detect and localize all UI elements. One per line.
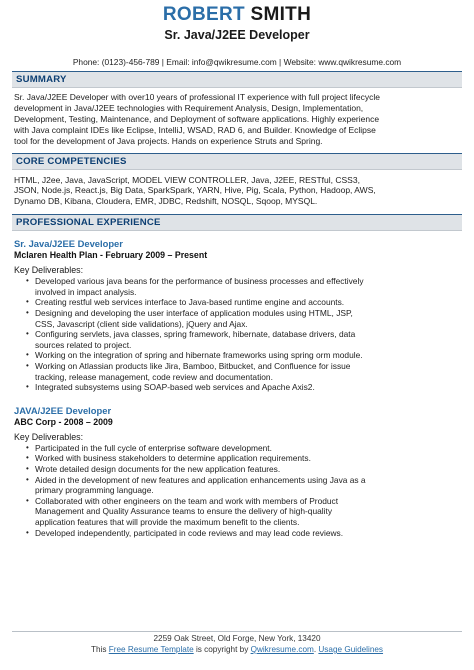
bullet-text: Management and Quality Assurance teams to ensure the delivery of high-quality — [35, 506, 333, 517]
bullet-text: Creating restful web services interface to Java-based runtime engine and accounts. — [35, 297, 345, 308]
footer-mid: is copyright by — [195, 645, 249, 654]
last-name: SMITH — [250, 4, 312, 25]
bullet-text: primary programming language. — [35, 485, 154, 496]
contact-line — [0, 57, 474, 67]
bullet-icon: • — [26, 527, 29, 537]
bullet-text: Collaborated with other engineers on the team and work with members of Product — [35, 495, 339, 506]
section-heading-competencies: CORE COMPETENCIES — [12, 153, 462, 170]
bullet-icon: • — [26, 276, 29, 286]
competencies-line: JSON, Node.js, React.js, Big Data, SparkSpark, YARN, Hive, Pig, Scala, Python, Hadoop, AWS, — [14, 185, 376, 196]
resume-header — [0, 0, 474, 67]
bullet-text: sources related to project. — [35, 339, 132, 350]
footer-address: 2259 Oak Street, Old Forge, New York, 13420 — [153, 634, 321, 643]
summary-line: Sr. Java/J2EE Developer with over10 years of professional IT experience with full project lifecycle — [14, 92, 380, 102]
list-item — [26, 443, 460, 454]
phone-text: Phone: (0123)-456-789 — [72, 57, 160, 67]
email-text: Email: info@qwikresume.com — [166, 57, 277, 67]
bullet-text: Worked with business stakeholders to determine application requirements. — [35, 453, 311, 464]
summary-text — [14, 92, 460, 147]
summary-line: with Java complaint IDEs like Eclipse, IntelliJ, WSAD, RAD 6, and Builder. Knowledge of Eclipse — [14, 124, 376, 135]
list-item — [26, 329, 460, 350]
bullet-text: application features that will provide the maximum benefit to the clients. — [35, 516, 300, 527]
list-item — [26, 475, 460, 496]
qwikresume-link[interactable]: Qwikresume.com — [250, 645, 314, 654]
free-resume-template-link[interactable]: Free Resume Template — [108, 645, 194, 654]
deliverables-list — [26, 443, 460, 538]
bullet-text: involved in impact analysis. — [35, 286, 137, 297]
list-item — [26, 528, 460, 539]
list-item — [26, 361, 460, 382]
deliverables-list — [26, 276, 460, 393]
first-name: ROBERT — [162, 4, 245, 25]
summary-line: Development, Testing, Maintenance, and Deployment of software applications. Highly experience — [14, 113, 380, 124]
footer-prefix: This — [90, 645, 107, 654]
bullet-icon: • — [26, 453, 29, 463]
bullet-text: CSS, Javascript (client side validations), jQuery and Ajax. — [35, 318, 248, 329]
contact-separator: | — [161, 57, 164, 67]
bullet-icon: • — [26, 297, 29, 307]
footer-sep: . — [313, 645, 317, 654]
list-item — [26, 453, 460, 464]
bullet-text: Wrote detailed design documents for the new application features. — [35, 463, 281, 474]
bullet-text: Developed various java beans for the performance of business processes and effectively — [35, 276, 364, 287]
competencies-line: HTML, J2ee, Java, JavaScript, MODEL VIEW CONTROLLER, Java, J2EE, RESTful, CSS3, — [14, 174, 360, 185]
section-heading-experience: PROFESSIONAL EXPERIENCE — [12, 214, 462, 231]
candidate-title: Sr. Java/J2EE Developer — [164, 28, 310, 42]
usage-guidelines-link[interactable]: Usage Guidelines — [318, 645, 384, 654]
summary-line: development in Java/J2EE technologies with Requirement Analysis, Design, Implementation, — [14, 102, 364, 113]
bullet-text: Configuring servlets, java classes, spring framework, hibernate, database drivers, data — [35, 329, 356, 340]
bullet-text: tracking, release management, code review and documentation. — [35, 371, 273, 382]
bullet-icon: • — [26, 474, 29, 484]
bullet-icon: • — [26, 382, 29, 392]
list-item — [26, 464, 460, 475]
key-deliverables-label: Key Deliverables: — [14, 431, 84, 442]
bullet-text: Working on the integration of spring and hibernate frameworks using spring orm module. — [35, 350, 363, 361]
bullet-text: Participated in the full cycle of enterprise software development. — [35, 442, 272, 453]
bullet-icon: • — [26, 361, 29, 370]
list-item — [26, 382, 460, 393]
list-item — [26, 496, 460, 528]
competencies-text — [14, 175, 460, 208]
bullet-icon: • — [26, 442, 29, 452]
bullet-text: Integrated subsystems using SOAP-based web services and Apache Axis2. — [35, 382, 315, 393]
bullet-icon: • — [26, 463, 29, 473]
contact-separator: | — [279, 57, 282, 67]
job-company: ABC Corp - 2008 – 2009 — [14, 416, 113, 427]
job-company: Mclaren Health Plan - February 2009 – Present — [14, 250, 208, 261]
bullet-text: Developed independently, participated in code reviews and may lead code reviews. — [35, 527, 344, 538]
candidate-name — [0, 4, 474, 26]
bullet-icon: • — [26, 329, 29, 339]
key-deliverables-label: Key Deliverables: — [14, 265, 84, 276]
summary-line: tool for the development of Java projects. Hands on experience Struts and Spring. — [14, 135, 323, 146]
bullet-icon: • — [26, 308, 29, 318]
bullet-icon: • — [26, 495, 29, 505]
bullet-text: Designing and developing the user interface of application modules using HTML, JSP, — [35, 308, 353, 319]
footer-divider — [12, 631, 462, 632]
bullet-text: Working on Atlassian products like Jira, Bamboo, Bitbucket, and Confluence for issue — [35, 361, 351, 371]
resume-footer — [0, 633, 474, 655]
footer-copyright — [0, 644, 474, 655]
job-title: Sr. Java/J2EE Developer — [14, 238, 123, 250]
competencies-line: Dynamo DB, Kibana, Cloudera, EMR, JDBC, Redshift, NOSQL, Sqoop, MYSQL. — [14, 196, 318, 207]
list-item — [26, 297, 460, 308]
list-item — [26, 308, 460, 329]
bullet-icon: • — [26, 350, 29, 360]
list-item — [26, 350, 460, 361]
list-item — [26, 276, 460, 297]
job-title: JAVA/J2EE Developer — [14, 404, 112, 416]
website-text: Website: www.qwikresume.com — [283, 57, 402, 67]
section-heading-summary: SUMMARY — [12, 71, 462, 88]
bullet-text: Aided in the development of new features and application enhancements using Java as a — [35, 474, 366, 485]
